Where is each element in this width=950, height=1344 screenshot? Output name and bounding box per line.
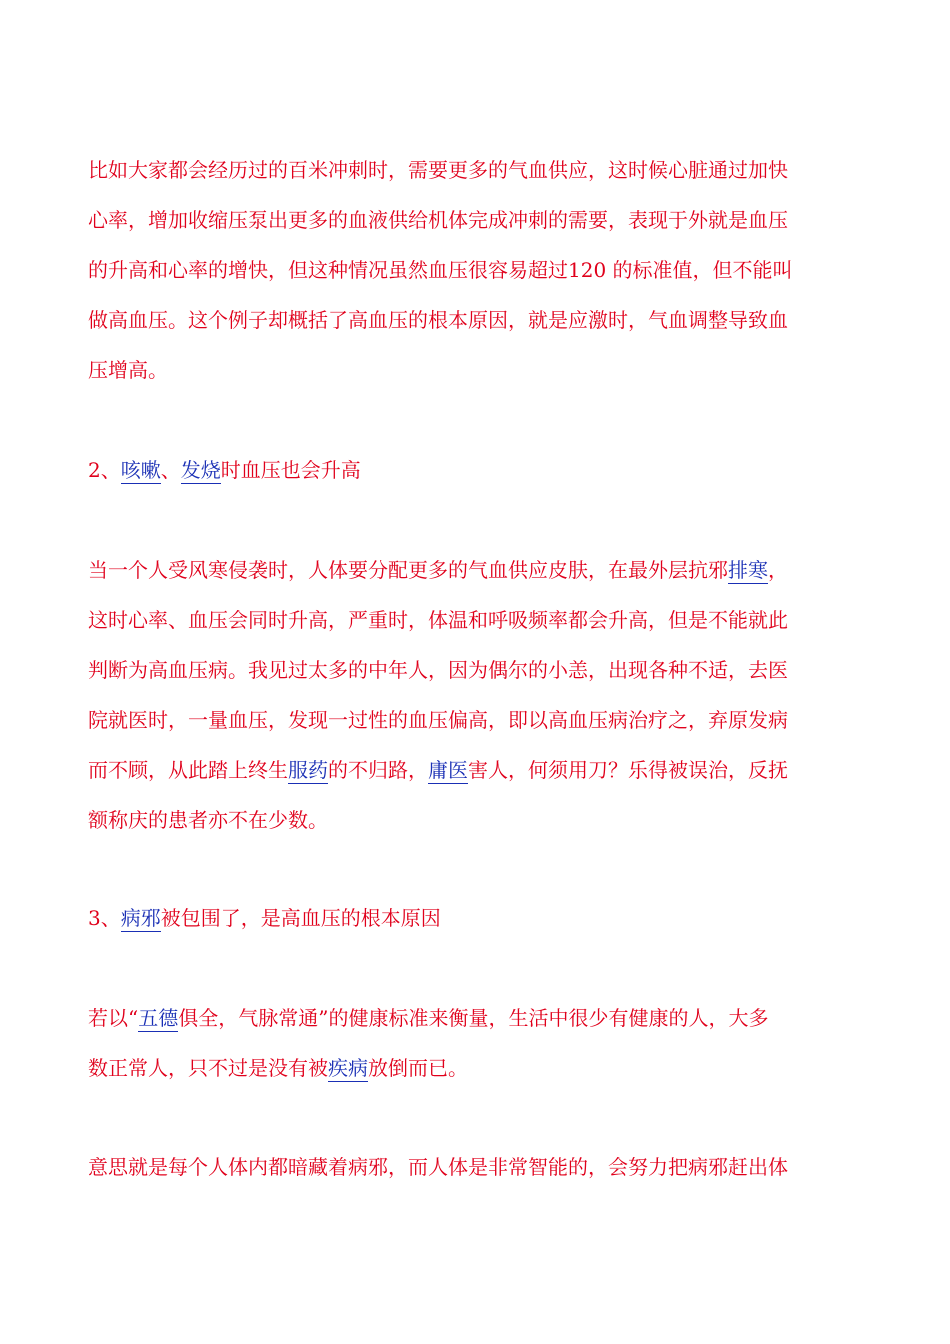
text-segment: 而不顾，从此踏上终生 <box>88 758 288 782</box>
text-segment: 俱全，气脉常通”的健康标准来衡量，生活中很少有健康的人，大多 <box>178 1006 769 1030</box>
text-segment: 的不归路， <box>328 758 428 782</box>
text-line <box>88 745 878 795</box>
text-line <box>88 1043 878 1093</box>
text-segment: 放倒而已。 <box>368 1056 468 1080</box>
text-line: 心率，增加收缩压泵出更多的血液供给机体完成冲刺的需要，表现于外就是血压 <box>88 208 788 232</box>
section-heading-3 <box>88 893 878 943</box>
heading-text: 被包围了，是高血压的根本原因 <box>160 906 441 930</box>
link-pathogen[interactable]: 病邪 <box>120 906 161 930</box>
heading-separator: 、 <box>160 458 181 482</box>
text-segment: 害人，何须用刀？乐得被误治，反抚 <box>468 758 788 782</box>
link-five-virtues[interactable]: 五德 <box>138 1006 179 1030</box>
text-line: 这时心率、血压会同时升高，严重时，体温和呼吸频率都会升高，但是不能就此 <box>88 608 788 632</box>
text-segment: 若以“ <box>88 1006 139 1030</box>
link-take-medicine[interactable]: 服药 <box>288 758 328 782</box>
text-line: 的升高和心率的增快，但这种情况虽然血压很容易超过120 的标准值，但不能叫 <box>88 258 793 282</box>
text-line: 压增高。 <box>88 358 168 382</box>
text-line: 额称庆的患者亦不在少数。 <box>88 808 328 832</box>
paragraph-cold-invasion <box>88 545 878 845</box>
text-line: 意思就是每个人体内都暗藏着病邪，而人体是非常智能的，会努力把病邪赶出体 <box>88 1155 788 1179</box>
text-segment: 数正常人，只不过是没有被 <box>88 1056 328 1080</box>
heading-line <box>88 893 878 943</box>
text-segment: ， <box>768 558 788 582</box>
text-line <box>88 993 878 1043</box>
link-quack-doctor[interactable]: 庸医 <box>428 758 468 782</box>
text-line: 院就医时，一量血压，发现一过性的血压偏高，即以高血压病治疗之，弃原发病 <box>88 708 788 732</box>
link-cough[interactable]: 咳嗽 <box>120 458 161 482</box>
heading-text: 时血压也会升高 <box>220 458 361 482</box>
paragraph-health-standard <box>88 993 878 1093</box>
text-segment: 当一个人受风寒侵袭时，人体要分配更多的气血供应皮肤，在最外层抗邪 <box>88 558 728 582</box>
link-expel-cold[interactable]: 排寒 <box>728 558 768 582</box>
section-heading-2 <box>88 445 878 495</box>
text-line <box>88 545 878 595</box>
heading-number: 3、 <box>88 906 121 930</box>
text-line: 判断为高血压病。我见过太多的中年人，因为偶尔的小恙，出现各种不适，去医 <box>88 658 788 682</box>
heading-line <box>88 445 878 495</box>
link-fever[interactable]: 发烧 <box>180 458 221 482</box>
text-line: 比如大家都会经历过的百米冲刺时，需要更多的气血供应，这时候心脏通过加快 <box>88 158 788 182</box>
heading-number: 2、 <box>88 458 121 482</box>
link-disease[interactable]: 疾病 <box>328 1056 368 1080</box>
text-line: 做高血压。这个例子却概括了高血压的根本原因，就是应激时，气血调整导致血 <box>88 308 788 332</box>
paragraph-hidden-pathogens <box>88 1142 878 1192</box>
paragraph-sprint-example <box>88 145 878 395</box>
